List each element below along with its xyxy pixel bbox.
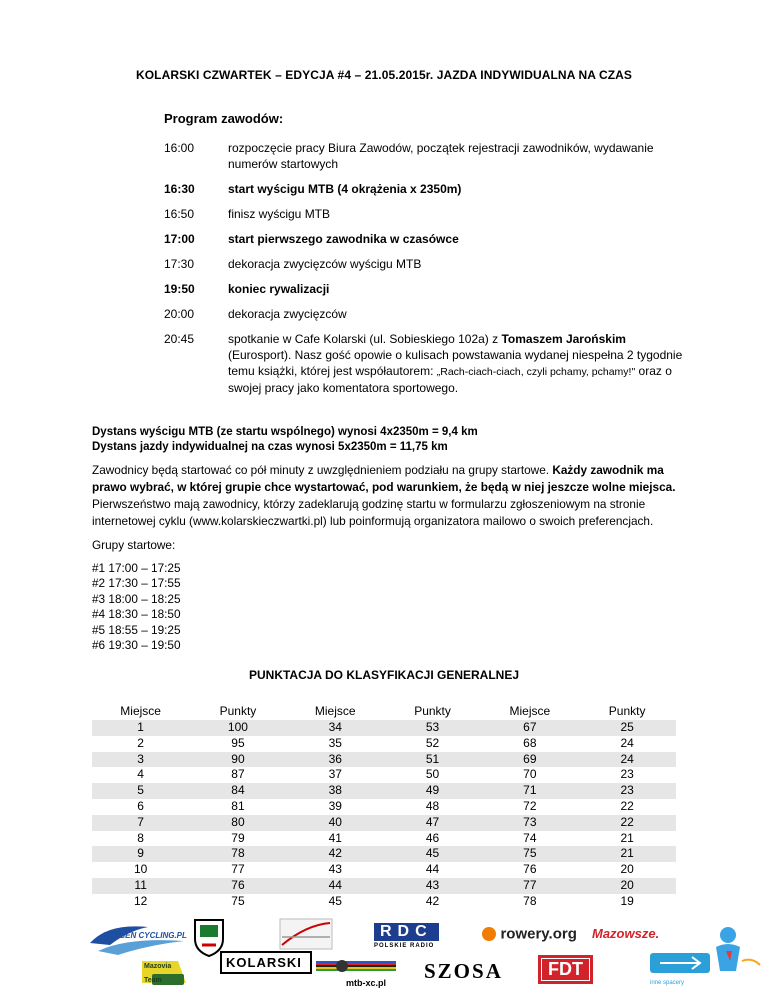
table-cell: 41 [328, 830, 342, 845]
mazovia-team-logo [138, 957, 190, 987]
schedule-time: 17:00 [164, 232, 195, 246]
schedule-time: 20:00 [164, 307, 195, 321]
rdc-letters: RDC [374, 923, 439, 941]
table-cell: 23 [620, 783, 634, 798]
table-cell: 11 [134, 877, 147, 892]
book-title: „Rach-ciach-ciach, czyli pchamy, pchamy!" [436, 366, 636, 378]
table-cell: 78 [231, 846, 245, 861]
table-cell: 45 [328, 893, 342, 908]
paragraph-part: Zawodnicy będą startować co pół minuty z uwzględnieniem podziału na grupy startowe. [92, 463, 553, 477]
oxygen-logo [88, 921, 188, 957]
fdt-logo [538, 955, 593, 984]
table-cell: 22 [620, 798, 634, 813]
table-cell: 75 [523, 846, 537, 861]
table-cell: 42 [328, 846, 342, 861]
schedule-desc-part: spotkanie w Cafe Kolarski (ul. Sobieskiego 102a) z [228, 332, 502, 346]
table-cell: 68 [523, 735, 537, 750]
table-cell: 20 [620, 862, 634, 877]
rdc-subtitle: POLSKIE RADIO [374, 943, 435, 949]
schedule-row [164, 306, 684, 322]
table-header-cell: Miejsce [314, 704, 356, 718]
table-cell: 44 [328, 877, 342, 892]
table-cell: 19 [620, 893, 634, 908]
table-cell: 47 [425, 814, 440, 829]
schedule-desc-part: (Eurosport). Nasz gość opowie o kulisach powstawania wydanej niespełna 2 tygodnie temu książki, której jest współautorem: [228, 348, 683, 378]
table-cell: 74 [523, 830, 537, 845]
distance-mtb: Dystans wyścigu MTB (ze startu wspólnego) wynosi 4x2350m = 9,4 km [92, 426, 478, 438]
table-cell: 2 [137, 735, 144, 750]
table-header-cell: Miejsce [509, 704, 551, 718]
paragraph-bold: Każdy zawodnik ma prawo wybrać, w której grupie chce wystartować, pod warunkiem, że będą w niej jeszcze wolne miejsca. [92, 463, 676, 494]
schedule-desc: koniec rywalizacji [228, 282, 330, 296]
table-header-cell: Punkty [608, 704, 646, 718]
table-cell: 8 [137, 830, 144, 845]
table-cell: 75 [231, 893, 245, 908]
table-cell: 7 [137, 814, 144, 829]
kolarski-text: KOLARSKI [220, 951, 312, 974]
table-cell: 25 [620, 720, 634, 734]
table-header-cell: Miejsce [120, 704, 161, 718]
table-row [92, 720, 676, 736]
table-cell: 77 [523, 877, 537, 892]
paragraph-part: Pierwszeństwo mają zawodnicy, którzy zadeklarują godzinę startu w formularzu zgłoszeniowym na stronie internetowej cyklu (www.kolarskieczwartki.pl) lub poinformują organizatora mailowo o swoich preferencjach. [92, 497, 654, 528]
points-title: PUNKTACJA DO KLASYFIKACJI GENERALNEJ [248, 668, 520, 682]
table-cell: 35 [328, 735, 342, 750]
table-cell: 80 [231, 814, 245, 829]
szosa-logo [424, 959, 503, 984]
start-group: #6 19:30 – 19:50 [92, 638, 181, 653]
table-cell: 43 [425, 877, 440, 892]
table-cell: 6 [137, 798, 144, 813]
distance-tt: Dystans jazdy indywidualnej na czas wynosi 5x2350m = 11,75 km [92, 441, 448, 453]
table-cell: 21 [620, 830, 634, 845]
schedule-time: 16:30 [164, 182, 195, 196]
table-cell: 78 [523, 893, 537, 908]
table-cell: 36 [328, 751, 342, 766]
table-cell: 39 [328, 798, 342, 813]
table-cell: 46 [425, 830, 440, 845]
kolarski-logo [220, 951, 312, 983]
table-row [92, 878, 676, 894]
guest-name: Tomaszem Jarońskim [501, 332, 626, 346]
table-row [92, 799, 676, 815]
table-cell: 87 [231, 767, 245, 782]
table-cell: 73 [523, 814, 537, 829]
table-cell: 4 [137, 767, 144, 782]
table-cell: 24 [620, 735, 634, 750]
rainbow-stripe-icon [316, 959, 396, 973]
table-row [92, 752, 676, 768]
table-row [92, 767, 676, 783]
mazovia-team-text: Mazovia Team [144, 963, 172, 984]
schedule-row [164, 331, 684, 396]
program-heading: Program zawodów: [164, 111, 284, 126]
program-schedule [164, 140, 684, 405]
table-cell: 21 [620, 846, 634, 861]
table-row [92, 831, 676, 847]
table-cell: 10 [133, 862, 148, 877]
table-cell: 3 [137, 751, 144, 766]
mazowsze-text: Mazowsze. [592, 926, 660, 941]
table-cell: 12 [133, 893, 148, 908]
table-cell: 42 [425, 893, 440, 908]
table-cell: 51 [425, 751, 440, 766]
schedule-row [164, 281, 684, 297]
start-info-paragraph [92, 462, 682, 530]
table-cell: 67 [523, 720, 537, 734]
mtb-xc-logo [316, 959, 396, 987]
oxygen-logo-text: OXYGEN CYCLING.PL [102, 931, 187, 940]
schedule-desc: start pierwszego zawodnika w czasówce [228, 232, 459, 246]
table-cell: 79 [231, 830, 245, 845]
schedule-desc: start wyścigu MTB (4 okrążenia x 2350m) [228, 182, 462, 196]
table-header [92, 704, 676, 720]
schedule-desc: finisz wyścigu MTB [228, 207, 331, 221]
schedule-row [164, 140, 684, 172]
inne-spacery-graphic [650, 953, 710, 975]
spacery-figure-logo [706, 921, 766, 981]
table-row [92, 736, 676, 752]
schedule-row [164, 231, 684, 247]
schedule-desc: dekoracja zwycięzców [228, 307, 347, 321]
table-cell: 50 [425, 767, 440, 782]
table-cell: 76 [231, 877, 245, 892]
table-cell: 76 [523, 862, 537, 877]
fdt-text: FDT [538, 955, 593, 984]
table-body [92, 720, 676, 910]
table-cell: 24 [620, 751, 634, 766]
spacery-figure-graphic [706, 921, 766, 981]
table-cell: 44 [425, 862, 440, 877]
start-group: #1 17:00 – 17:25 [92, 561, 181, 575]
table-cell: 72 [523, 798, 537, 813]
table-cell: 5 [137, 783, 144, 798]
table-cell: 23 [620, 767, 634, 782]
table-row [92, 862, 676, 878]
table-header-cell: Punkty [414, 704, 451, 718]
schedule-row [164, 206, 684, 222]
table-cell: 70 [523, 767, 537, 782]
table-cell: 45 [425, 846, 440, 861]
table-cell: 37 [328, 767, 342, 782]
table-cell: 84 [231, 783, 245, 798]
schedule-row [164, 256, 684, 272]
table-cell: 34 [328, 720, 342, 734]
mazowsze-logo [592, 925, 659, 943]
start-group: #5 18:55 – 19:25 [92, 622, 181, 637]
rdc-logo [374, 923, 444, 957]
table-cell: 95 [231, 735, 245, 750]
table-cell: 40 [328, 814, 342, 829]
table-cell: 69 [523, 751, 537, 766]
schedule-row [164, 181, 684, 197]
table-header-cell: Punkty [219, 704, 257, 718]
inne-spacery-logo [650, 953, 710, 986]
table-cell: 49 [425, 783, 440, 798]
schedule-desc: rozpoczęcie pracy Biura Zawodów, początek rejestracji zawodników, wydawanie numerów startowych [228, 141, 654, 171]
table-cell: 77 [231, 862, 245, 877]
table-cell: 22 [620, 814, 634, 829]
document-title: KOLARSKI CZWARTEK – EDYCJA #4 – 21.05.2015r. JAZDA INDYWIDUALNA NA CZAS [135, 68, 633, 82]
table-cell: 9 [137, 846, 144, 861]
table-row [92, 894, 676, 910]
groups-label: Grupy startowe: [92, 538, 176, 552]
table-cell: 1 [137, 720, 144, 734]
schedule-time: 19:50 [164, 282, 195, 296]
schedule-time: 20:45 [164, 332, 195, 346]
table-cell: 90 [231, 751, 245, 766]
sponsor-logos [80, 915, 768, 990]
rowery-logo [482, 925, 577, 943]
table-cell: 100 [227, 720, 248, 734]
schedule-desc [228, 331, 684, 396]
distance-info [92, 425, 478, 455]
points-table [92, 704, 676, 910]
inne-spacery-text: inne spacery [650, 980, 685, 986]
table-cell: 48 [425, 798, 440, 813]
table-row [92, 815, 676, 831]
groups-list [92, 561, 181, 653]
mtb-xc-text: mtb-xc.pl [346, 978, 387, 988]
rowery-icon [482, 927, 496, 941]
table-cell: 20 [620, 877, 634, 892]
table-cell: 81 [231, 798, 245, 813]
table-cell: 43 [328, 862, 342, 877]
schedule-time: 16:50 [164, 207, 195, 221]
table-cell: 53 [425, 720, 440, 734]
table-row [92, 846, 676, 862]
schedule-time: 16:00 [164, 141, 195, 155]
table-cell: 52 [425, 735, 440, 750]
start-group: #4 18:30 – 18:50 [92, 607, 181, 622]
table-cell: 38 [328, 783, 342, 798]
szosa-text: SZOSA [424, 959, 503, 983]
schedule-desc: dekoracja zwycięzców wyścigu MTB [228, 257, 422, 271]
schedule-desc-part: oraz o swojej pracy jako komentatora sportowego. [228, 364, 672, 395]
schedule-time: 17:30 [164, 257, 195, 271]
rowery-text: rowery.org [500, 925, 577, 943]
start-group: #3 18:00 – 18:25 [92, 591, 181, 606]
table-row [92, 783, 676, 799]
start-group: #2 17:30 – 17:55 [92, 576, 181, 591]
table-cell: 71 [523, 783, 537, 798]
